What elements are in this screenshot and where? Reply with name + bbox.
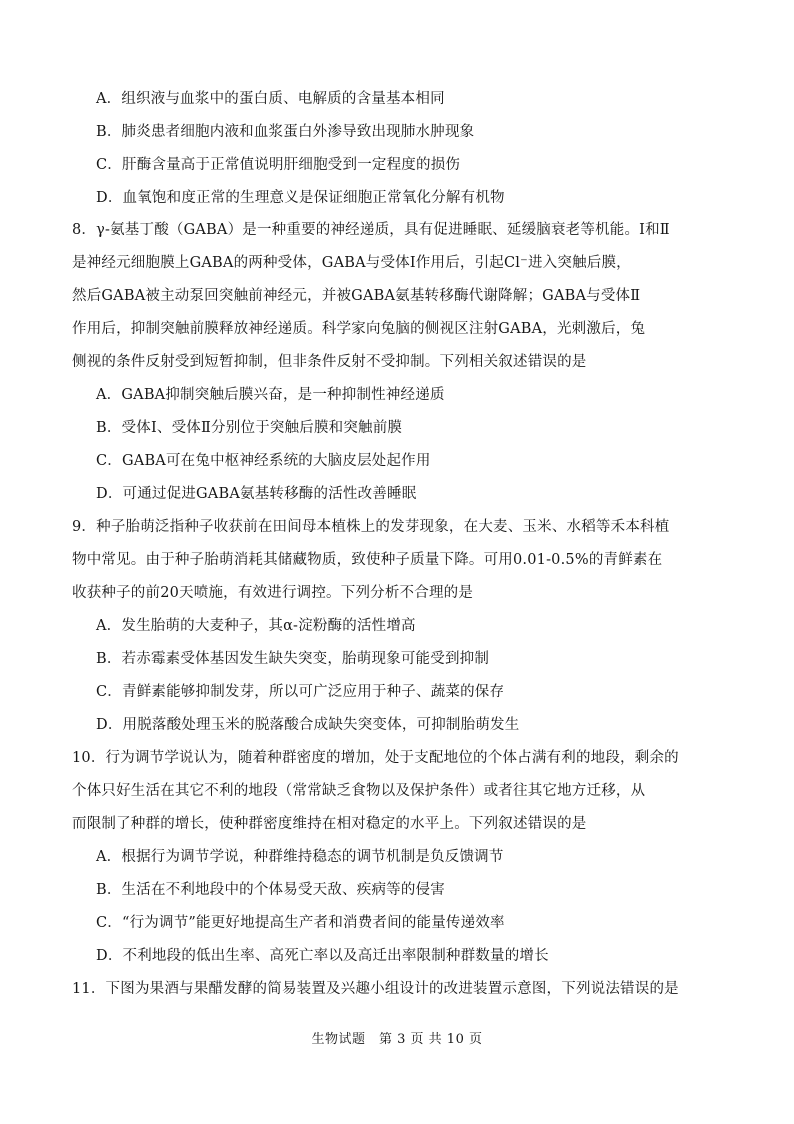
q9-stem-line-2: 物中常见。由于种子胎萌消耗其储藏物质，致使种子质量下降。可用0.01-0.5%的青鲜素在: [72, 552, 663, 568]
page-footer: 生物试题 第 3 页 共 10 页: [311, 1032, 483, 1047]
q8-stem-line-3: 然后GABA被主动泵回突触前神经元，并被GABA氨基转移酶代谢降解；GABA与受体Ⅱ: [72, 288, 641, 304]
q9-option-c: C．青鲜素能够抑制发芽，所以可广泛应用于种子、蔬菜的保存: [96, 684, 505, 700]
q8-option-a: A．GABA抑制突触后膜兴奋，是一种抑制性神经递质: [96, 387, 445, 403]
q10-option-c: C．“行为调节”能更好地提高生产者和消费者间的能量传递效率: [96, 915, 505, 931]
q8-stem-line-4: 作用后，抑制突触前膜释放神经递质。科学家向兔脑的侧视区注射GABA，光刺激后，兔: [72, 321, 646, 337]
q9-stem-line-1: 9．种子胎萌泛指种子收获前在田间母本植株上的发芽现象，在大麦、玉米、水稻等禾本科植: [72, 519, 670, 535]
q9-option-d: D．用脱落酸处理玉米的脱落酸合成缺失突变体，可抑制胎萌发生: [96, 717, 520, 733]
q10-stem-line-1: 10．行为调节学说认为，随着种群密度的增加，处于支配地位的个体占满有利的地段，剩余的: [72, 750, 679, 766]
q10-option-b: B．生活在不利地段中的个体易受天敌、疾病等的侵害: [96, 882, 445, 898]
q8-option-c: C．GABA可在兔中枢神经系统的大脑皮层处起作用: [96, 453, 431, 469]
q8-stem-line-1: 8．γ-氨基丁酸（GABA）是一种重要的神经递质，具有促进睡眠、延缓脑衰老等机能。Ⅰ和Ⅱ: [72, 222, 670, 238]
q10-option-a: A．根据行为调节学说，种群维持稳态的调节机制是负反馈调节: [96, 849, 504, 865]
q8-option-b: B．受体Ⅰ、受体Ⅱ分别位于突触后膜和突触前膜: [96, 420, 403, 436]
q9-option-a: A．发生胎萌的大麦种子，其α-淀粉酶的活性增高: [96, 618, 416, 634]
q7-option-a: A．组织液与血浆中的蛋白质、电解质的含量基本相同: [96, 91, 445, 107]
q11-stem-line-1: 11．下图为果酒与果醋发酵的简易装置及兴趣小组设计的改进装置示意图，下列说法错误的是: [72, 981, 679, 997]
q10-option-d: D．不利地段的低出生率、高死亡率以及高迁出率限制种群数量的增长: [96, 948, 549, 964]
q8-option-d: D．可通过促进GABA氨基转移酶的活性改善睡眠: [96, 486, 417, 502]
q8-stem-line-5: 侧视的条件反射受到短暂抑制，但非条件反射不受抑制。下列相关叙述错误的是: [72, 354, 587, 370]
q9-stem-line-3: 收获种子的前20天喷施，有效进行调控。下列分析不合理的是: [72, 585, 474, 601]
q10-stem-line-2: 个体只好生活在其它不利的地段（常常缺乏食物以及保护条件）或者往其它地方迁移，从: [72, 783, 646, 799]
q9-option-b: B．若赤霉素受体基因发生缺失突变，胎萌现象可能受到抑制: [96, 651, 490, 667]
q10-stem-line-3: 而限制了种群的增长，使种群密度维持在相对稳定的水平上。下列叙述错误的是: [72, 816, 587, 832]
q8-stem-line-2: 是神经元细胞膜上GABA的两种受体，GABA与受体Ⅰ作用后，引起Cl⁻进入突触后膜，: [72, 255, 631, 271]
q7-option-d: D．血氧饱和度正常的生理意义是保证细胞正常氧化分解有机物: [96, 190, 505, 206]
q7-option-c: C．肝酶含量高于正常值说明肝细胞受到一定程度的损伤: [96, 157, 461, 173]
q7-option-b: B．肺炎患者细胞内液和血浆蛋白外渗导致出现肺水肿现象: [96, 124, 475, 140]
